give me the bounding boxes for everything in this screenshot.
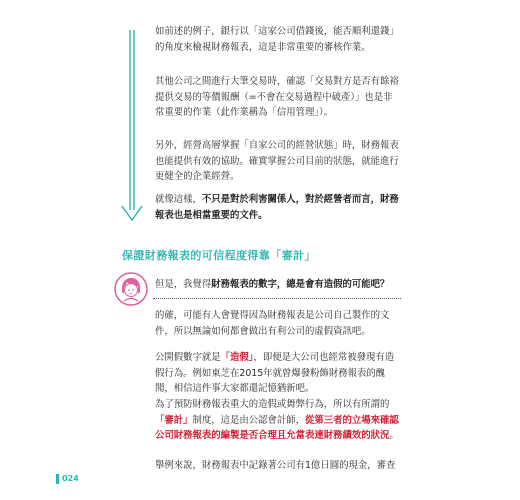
- fraud-rest: ，即便是大公司也經常被發現有造假行為。例如東芝在2015年就曾爆發粉飾財務報表的醜聞，相信這件事大家都還記憶猶新吧。: [155, 352, 395, 394]
- paragraph-summary: [155, 192, 400, 223]
- flow-arrow-icon: [120, 30, 144, 226]
- paragraph-management-use: 另外，經營高層掌握「自家公司的經營狀態」時，財務報表也能提供有效的協助。確實掌握公司目前的狀態，就能進行更健全的企業經營。: [155, 140, 399, 182]
- audit-middle: 制度，這是由公認會計師，: [192, 414, 306, 426]
- paragraph-audit: [155, 397, 400, 444]
- page-number: 024: [62, 474, 79, 483]
- paragraph-bank-example: 如前述的例子，銀行以「這家公司借錢後，能否順利還錢」的角度來檢視財務報表，這是非常重要的審核作業。: [155, 26, 399, 53]
- paragraph-example: 舉例來說，財務報表中記錄著公司有1億日圓的現金，審查: [155, 460, 396, 471]
- dotted-divider: [153, 298, 401, 299]
- summary-bold: 不只是對於利害關係人，對於經營者而言，財務報表也是相當重要的文件。: [155, 194, 399, 221]
- fraud-term: 「造假」: [220, 352, 254, 363]
- page-number-marker: [56, 474, 59, 484]
- summary-lead: 就像這樣，: [155, 194, 202, 205]
- audit-term: 「審計」: [155, 414, 193, 426]
- avatar-woman-icon: [114, 272, 148, 306]
- question-lead: 但是，我覺得: [155, 279, 212, 290]
- section-title: 保證財務報表的可信程度得靠「審計」: [122, 249, 316, 262]
- question-text: [155, 277, 405, 293]
- audit-end: 。: [389, 430, 399, 441]
- paragraph-fraud: [155, 350, 400, 397]
- audit-definition: 從第三者的立場來確認公司財務報表的編製是否合理且允當表達財務績效的狀況: [155, 414, 399, 441]
- audit-lead: 為了預防財務報表重大的造假或舞弊行為，所以有所謂的: [155, 399, 390, 410]
- paragraph-indeed: 的確，可能有人會覺得因為財務報表是公司自己製作的文件，所以無論如何都會做出有利公司的虛假資訊吧。: [155, 310, 390, 337]
- fraud-lead: 公開假數字就是: [155, 352, 221, 363]
- paragraph-credit-management: 其他公司之間進行大筆交易時，確認「交易對方是否有餘裕提供交易的等價報酬（=不會在交易過程中破產）」也是非常重要的作業（此作業稱為「信用管理」）。: [155, 76, 399, 118]
- question-bold: 財務報表的數字，總是會有造假的可能吧？: [211, 279, 390, 290]
